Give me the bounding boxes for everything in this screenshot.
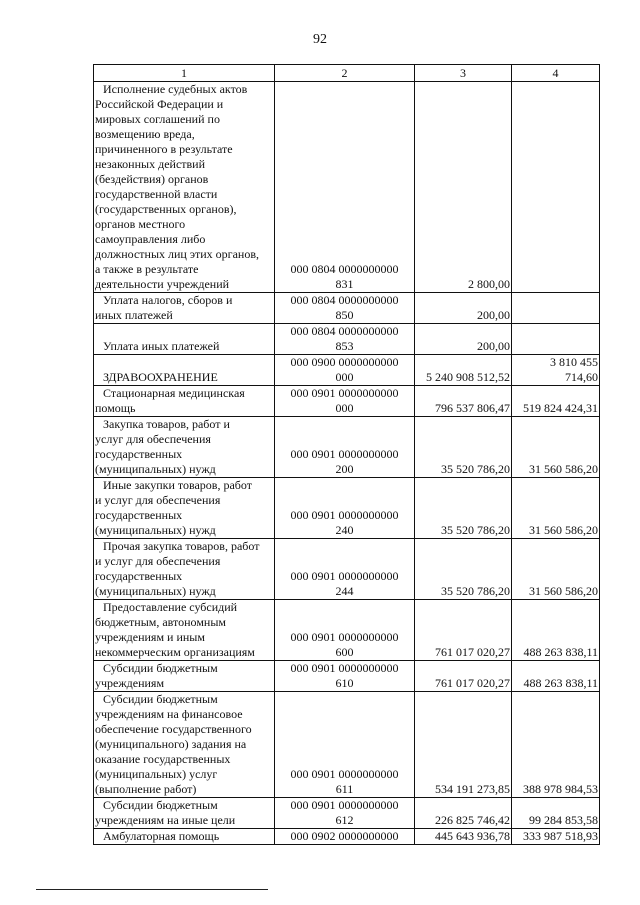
- table-row: [94, 293, 600, 324]
- row-code: 000 0901 0000000000 600: [275, 600, 415, 661]
- row-code: 000 0804 0000000000 850: [275, 293, 415, 324]
- row-code: 000 0804 0000000000 853: [275, 324, 415, 355]
- table-row: [94, 600, 600, 661]
- row-name: Исполнение судебных актов Российской Федерации и мировых соглашений по возмещению вреда, причиненного в результате незаконных действий (бездействия) органов государственной власти (государственных органов), органов местного самоуправления либо должностных лиц этих органов, а также в результате деятельности учреждений: [95, 82, 259, 291]
- table-row: [94, 82, 600, 293]
- row-code: 000 0902 0000000000: [275, 829, 415, 845]
- header-row: [94, 65, 600, 82]
- row-col4-value: 99 284 853,58: [512, 798, 600, 829]
- budget-table: [93, 64, 600, 845]
- row-name-cell: [94, 692, 275, 798]
- row-name-cell: [94, 324, 275, 355]
- row-col4-value: 519 824 424,31: [512, 386, 600, 417]
- row-col3-value: 226 825 746,42: [415, 798, 512, 829]
- row-code: 000 0901 0000000000 612: [275, 798, 415, 829]
- row-code: 000 0804 0000000000 831: [275, 82, 415, 293]
- row-name-cell: [94, 829, 275, 845]
- row-col3-value: 200,00: [415, 324, 512, 355]
- row-col4-value: 31 560 586,20: [512, 478, 600, 539]
- row-code: 000 0901 0000000000 610: [275, 661, 415, 692]
- row-name-cell: [94, 539, 275, 600]
- row-name: Субсидии бюджетным учреждениям: [95, 661, 218, 690]
- row-col4-value: 488 263 838,11: [512, 600, 600, 661]
- row-col4-value: 3 810 455 714,60: [512, 355, 600, 386]
- page-number: 92: [313, 32, 327, 47]
- row-name: Субсидии бюджетным учреждениям на финансовое обеспечение государственного (муниципального) задания на оказание государственных (муниципальных) услуг (выполнение работ): [95, 692, 252, 796]
- row-col3-value: 35 520 786,20: [415, 417, 512, 478]
- row-code: 000 0901 0000000000 200: [275, 417, 415, 478]
- row-code: 000 0901 0000000000 000: [275, 386, 415, 417]
- table-row: [94, 829, 600, 845]
- row-name: Амбулаторная помощь: [103, 829, 220, 843]
- footnote-divider: [36, 889, 268, 890]
- row-col4-value: [512, 82, 600, 293]
- row-col3-value: 761 017 020,27: [415, 661, 512, 692]
- row-col3-value: 35 520 786,20: [415, 539, 512, 600]
- row-name: Предоставление субсидий бюджетным, автономным учреждениям и иным некоммерческим организациям: [95, 600, 255, 659]
- header-col-2: 2: [275, 65, 415, 82]
- header-col-4: 4: [512, 65, 600, 82]
- table-row: [94, 324, 600, 355]
- row-name: ЗДРАВООХРАНЕНИЕ: [103, 370, 218, 384]
- table-row: [94, 386, 600, 417]
- row-col3-value: 761 017 020,27: [415, 600, 512, 661]
- row-code: 000 0900 0000000000 000: [275, 355, 415, 386]
- table-row: [94, 478, 600, 539]
- row-name-cell: [94, 293, 275, 324]
- row-name-cell: [94, 478, 275, 539]
- row-col3-value: 796 537 806,47: [415, 386, 512, 417]
- row-name: Стационарная медицинская помощь: [95, 386, 245, 415]
- header-col-3: 3: [415, 65, 512, 82]
- row-code: 000 0901 0000000000 240: [275, 478, 415, 539]
- table-row: [94, 798, 600, 829]
- row-name: Уплата налогов, сборов и иных платежей: [95, 293, 233, 322]
- row-col3-value: 445 643 936,78: [415, 829, 512, 845]
- row-name-cell: [94, 417, 275, 478]
- row-col4-value: 333 987 518,93: [512, 829, 600, 845]
- row-name-cell: [94, 798, 275, 829]
- row-col3-value: 200,00: [415, 293, 512, 324]
- row-name-cell: [94, 82, 275, 293]
- row-code: 000 0901 0000000000 244: [275, 539, 415, 600]
- row-name-cell: [94, 355, 275, 386]
- table-row: [94, 661, 600, 692]
- row-name: Субсидии бюджетным учреждениям на иные цели: [95, 798, 236, 827]
- row-col4-value: [512, 324, 600, 355]
- row-col4-value: 488 263 838,11: [512, 661, 600, 692]
- row-col4-value: 31 560 586,20: [512, 417, 600, 478]
- row-col4-value: 388 978 984,53: [512, 692, 600, 798]
- row-col3-value: 534 191 273,85: [415, 692, 512, 798]
- row-col3-value: 2 800,00: [415, 82, 512, 293]
- table-row: [94, 355, 600, 386]
- table-row: [94, 692, 600, 798]
- row-name: Иные закупки товаров, работ и услуг для обеспечения государственных (муниципальных) нужд: [95, 478, 252, 537]
- row-code: 000 0901 0000000000 611: [275, 692, 415, 798]
- row-name: Прочая закупка товаров, работ и услуг для обеспечения государственных (муниципальных) нужд: [95, 539, 260, 598]
- row-col3-value: 5 240 908 512,52: [415, 355, 512, 386]
- table-row: [94, 417, 600, 478]
- row-name: Закупка товаров, работ и услуг для обеспечения государственных (муниципальных) нужд: [95, 417, 230, 476]
- row-col4-value: [512, 293, 600, 324]
- row-col3-value: 35 520 786,20: [415, 478, 512, 539]
- row-name-cell: [94, 661, 275, 692]
- row-name: Уплата иных платежей: [103, 339, 220, 353]
- row-col4-value: 31 560 586,20: [512, 539, 600, 600]
- header-col-1: 1: [94, 65, 275, 82]
- row-name-cell: [94, 386, 275, 417]
- row-name-cell: [94, 600, 275, 661]
- table-row: [94, 539, 600, 600]
